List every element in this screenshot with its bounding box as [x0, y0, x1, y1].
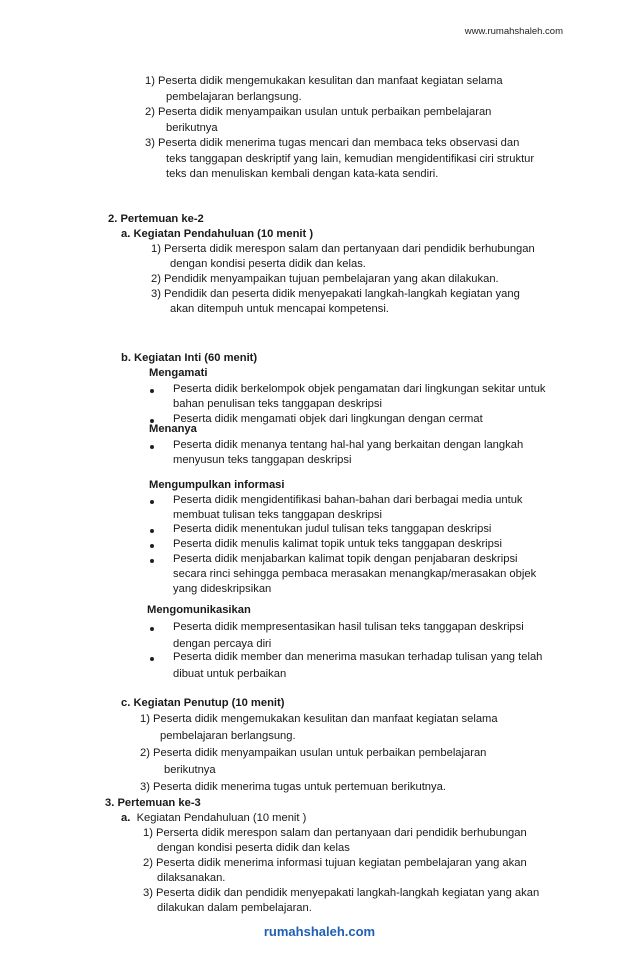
list-item: 3) Peserta didik menerima tugas mencari dan membaca teks observasi dan — [145, 137, 520, 149]
subheading-pendahuluan: a. Kegiatan Pendahuluan (10 menit ) — [121, 228, 314, 240]
list-item: 1) Perserta didik merespon salam dan pertanyaan dari pendidik berhubungan — [151, 243, 535, 255]
bullet-icon — [150, 529, 154, 533]
list-item: 1) Perserta didik merespon salam dan pertanyaan dari pendidik berhubungan — [143, 827, 527, 839]
list-item: secara rinci sehingga pembaca merasakan menangkap/merasakan objek — [173, 568, 537, 580]
list-item: berikutnya — [164, 764, 216, 776]
list-item: dengan percaya diri — [173, 638, 272, 650]
list-item: 1) Peserta didik mengemukakan kesulitan dan manfaat kegiatan selama — [145, 75, 503, 87]
list-item: teks dan menuliskan kembali dengan kata-kata sendiri. — [166, 168, 439, 180]
bullet-icon — [150, 627, 154, 631]
list-item: bahan penulisan teks tanggapan deskripsi — [173, 398, 382, 410]
bullet-icon — [150, 500, 154, 504]
list-item: 2) Peserta didik menyampaikan usulan untuk perbaikan pembelajaran — [145, 106, 492, 118]
list-item: yang dideskripsikan — [173, 583, 272, 595]
subheading-penutup: c. Kegiatan Penutup (10 menit) — [121, 697, 285, 709]
list-item: pembelajaran berlangsung. — [166, 91, 302, 103]
subheading-menanya: Menanya — [149, 423, 197, 435]
item-title: Kegiatan Pendahuluan (10 menit ) — [136, 812, 307, 824]
bullet-icon — [150, 389, 154, 393]
list-item: 3) Peserta didik dan pendidik menyepakati langkah-langkah kegiatan yang akan — [143, 887, 540, 899]
list-item: Peserta didik mengidentifikasi bahan-bahan dari berbagai media untuk — [173, 494, 523, 506]
list-item: 2) Peserta didik menyampaikan usulan untuk perbaikan pembelajaran — [140, 747, 487, 759]
list-item: 2) Peserta didik menerima informasi tujuan kegiatan pembelajaran yang akan — [143, 857, 527, 869]
section-heading-pertemuan-3: 3. Pertemuan ke-3 — [105, 797, 201, 809]
list-item: Peserta didik menentukan judul tulisan teks tanggapan deskripsi — [173, 523, 492, 535]
list-item: menyusun teks tanggapan deskripsi — [173, 454, 352, 466]
list-item: pembelajaran berlangsung. — [160, 730, 296, 742]
bullet-icon — [150, 445, 154, 449]
list-item: Peserta didik menulis kalimat topik untuk teks tanggapan deskripsi — [173, 538, 502, 550]
list-item: Peserta didik mempresentasikan hasil tulisan teks tanggapan deskripsi — [173, 621, 524, 633]
list-item: dilaksanakan. — [157, 872, 226, 884]
item-letter: a. — [121, 812, 131, 824]
list-item: Peserta didik berkelompok objek pengamatan dari lingkungan sekitar untuk — [173, 383, 546, 395]
list-item: Peserta didik menjabarkan kalimat topik dengan penjabaran deskripsi — [173, 553, 518, 565]
header-url: www.rumahshaleh.com — [464, 26, 563, 37]
list-item: Peserta didik menanya tentang hal-hal yang berkaitan dengan langkah — [173, 439, 524, 451]
bullet-icon — [150, 657, 154, 661]
list-item: teks tanggapan deskriptif yang lain, kemudian mengidentifikasi ciri struktur — [166, 153, 535, 165]
list-item: 2) Pendidik menyampaikan tujuan pembelajaran yang akan dilakukan. — [151, 273, 499, 285]
list-item: Peserta didik member dan menerima masukan terhadap tulisan yang telah — [173, 651, 543, 663]
list-item: Peserta didik mengamati objek dari lingkungan dengan cermat — [173, 413, 483, 425]
bullet-icon — [150, 559, 154, 563]
list-item: 3) Peserta didik menerima tugas untuk pertemuan berikutnya. — [140, 781, 446, 793]
list-item: dibuat untuk perbaikan — [173, 668, 287, 680]
list-item: dilakukan dalam pembelajaran. — [157, 902, 312, 914]
subheading-mengomunikasikan: Mengomunikasikan — [147, 604, 251, 616]
section-heading-pertemuan-2: 2. Pertemuan ke-2 — [108, 213, 204, 225]
subheading-pendahuluan-3 — [121, 811, 306, 826]
list-item: akan ditempuh untuk mencapai kompetensi. — [170, 303, 389, 315]
list-item: dengan kondisi peserta didik dan kelas. — [170, 258, 366, 270]
list-item: berikutnya — [166, 122, 218, 134]
subheading-mengumpulkan: Mengumpulkan informasi — [149, 479, 285, 491]
list-item: dengan kondisi peserta didik dan kelas — [157, 842, 350, 854]
list-item: 3) Pendidik dan peserta didik menyepakati langkah-langkah kegiatan yang — [151, 288, 520, 300]
list-item: 1) Peserta didik mengemukakan kesulitan dan manfaat kegiatan selama — [140, 713, 498, 725]
bullet-icon — [150, 544, 154, 548]
subheading-mengamati: Mengamati — [149, 367, 208, 379]
list-item: membuat tulisan teks tanggapan deskripsi — [173, 509, 382, 521]
subheading-inti: b. Kegiatan Inti (60 menit) — [121, 352, 258, 364]
footer-brand: rumahshaleh.com — [263, 924, 376, 939]
